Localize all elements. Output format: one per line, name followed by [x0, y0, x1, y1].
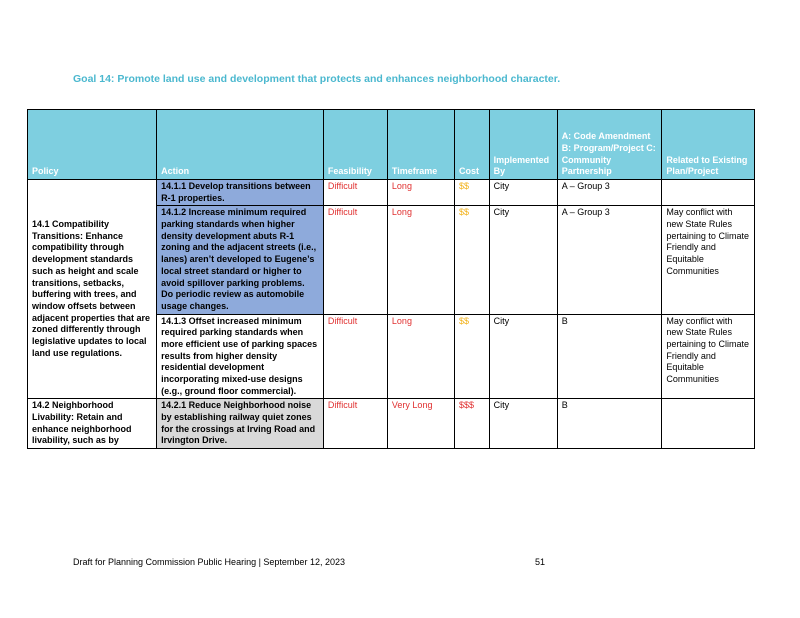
timeframe-cell: Long — [387, 180, 454, 206]
action-cell: 14.1.2 Increase minimum required parking standards when higher density development abuts R-1 zoning and the adjacent streets (i.e., lanes) aren’t developed to Eugene’s local street standard or higher to avoid spillover parking problems. Do periodic review as automobile usage changes. — [157, 206, 324, 314]
goal-heading: Goal 14: Promote land use and development that protects and enhances neighborhood character. — [73, 73, 561, 85]
header-cost: Cost — [455, 110, 490, 180]
footer-text: Draft for Planning Commission Public Hearing | September 12, 2023 — [73, 557, 345, 567]
feasibility-cell: Difficult — [323, 399, 387, 449]
header-feasibility: Feasibility — [323, 110, 387, 180]
feasibility-cell: Difficult — [323, 314, 387, 399]
partnership-cell: B — [557, 399, 662, 449]
feasibility-cell: Difficult — [323, 180, 387, 206]
table-header-row — [28, 110, 755, 180]
implemented-by-cell: City — [489, 180, 557, 206]
cost-cell: $$ — [455, 180, 490, 206]
related-cell — [662, 399, 755, 449]
page-number: 51 — [535, 557, 546, 567]
action-cell: 14.2.1 Reduce Neighborhood noise by establishing railway quiet zones for the crossings at Irving Road and Irvington Drive. — [157, 399, 324, 449]
timeframe-cell: Long — [387, 206, 454, 314]
table-row — [28, 399, 755, 449]
policy-cell: 14.2 Neighborhood Livability: Retain and enhance neighborhood livability, such as by — [28, 399, 157, 449]
feasibility-cell: Difficult — [323, 206, 387, 314]
cost-cell: $$ — [455, 206, 490, 314]
implemented-by-cell: City — [489, 206, 557, 314]
related-cell: May conflict with new State Rules pertaining to Climate Friendly and Equitable Communities — [662, 206, 755, 314]
header-action: Action — [157, 110, 324, 180]
header-timeframe: Timeframe — [387, 110, 454, 180]
related-cell: May conflict with new State Rules pertaining to Climate Friendly and Equitable Communities — [662, 314, 755, 399]
header-policy: Policy — [28, 110, 157, 180]
partnership-cell: A – Group 3 — [557, 206, 662, 314]
cost-cell: $$$ — [455, 399, 490, 449]
table-row — [28, 180, 755, 206]
partnership-cell: A – Group 3 — [557, 180, 662, 206]
cost-cell: $$ — [455, 314, 490, 399]
action-cell: 14.1.3 Offset increased minimum required parking standards when more efficient use of parking spaces results from higher density residential development incorporating mixed-use designs (e.g., ground floor commercial). — [157, 314, 324, 399]
header-related: Related to Existing Plan/Project — [662, 110, 755, 180]
implemented-by-cell: City — [489, 399, 557, 449]
action-plan-table — [27, 109, 755, 449]
implemented-by-cell: City — [489, 314, 557, 399]
timeframe-cell: Long — [387, 314, 454, 399]
header-partnership: A: Code Amendment B: Program/Project C: Community Partnership — [557, 110, 662, 180]
timeframe-cell: Very Long — [387, 399, 454, 449]
action-cell: 14.1.1 Develop transitions between R-1 properties. — [157, 180, 324, 206]
partnership-cell: B — [557, 314, 662, 399]
related-cell — [662, 180, 755, 206]
header-implemented-by: Implemented By — [489, 110, 557, 180]
policy-cell: 14.1 Compatibility Transitions: Enhance compatibility through development standards such as height and scale transitions, setbacks, buffering with trees, and window offsets between adjacent properties that are zoned differently through legislative updates to local land use regulations. — [28, 180, 157, 399]
